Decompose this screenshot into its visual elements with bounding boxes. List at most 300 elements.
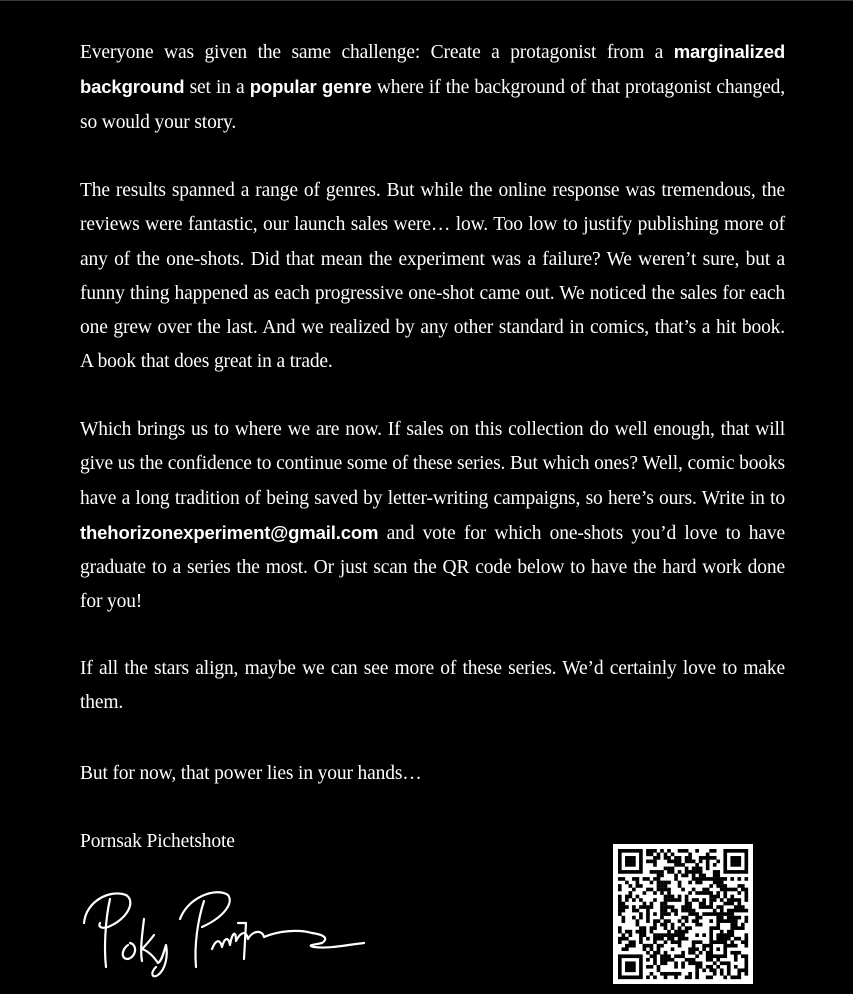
qr-module: [646, 909, 650, 913]
qr-module: [688, 860, 692, 864]
qr-module: [734, 849, 738, 853]
qr-module: [727, 933, 731, 937]
qr-module: [685, 975, 689, 979]
qr-module: [639, 958, 643, 962]
qr-module: [667, 933, 671, 937]
qr-module: [667, 954, 671, 958]
paragraph-challenge-text-2: set in a: [184, 77, 250, 99]
emphasis-popular-genre: popular genre: [249, 76, 372, 98]
qr-module: [695, 898, 699, 902]
qr-module: [622, 933, 626, 937]
qr-module: [632, 849, 636, 853]
qr-module: [744, 916, 748, 920]
qr-module: [723, 867, 727, 871]
qr-module: [716, 916, 720, 920]
qr-module: [660, 933, 664, 937]
qr-module: [720, 940, 724, 944]
qr-module: [625, 860, 629, 864]
contact-email[interactable]: thehorizonexperiment@gmail.com: [80, 521, 379, 543]
qr-module: [692, 944, 696, 948]
qr-module: [699, 874, 703, 878]
qr-module: [734, 958, 738, 962]
qr-module: [667, 870, 671, 874]
qr-module: [685, 860, 689, 864]
qr-module: [744, 968, 748, 972]
qr-module: [727, 916, 731, 920]
qr-module: [741, 909, 745, 913]
qr-module: [709, 958, 713, 962]
qr-module: [737, 972, 741, 976]
qr-module: [702, 902, 706, 906]
qr-module: [618, 867, 622, 871]
qr-module: [692, 947, 696, 951]
qr-module: [639, 961, 643, 965]
qr-module: [664, 895, 668, 899]
qr-module: [737, 916, 741, 920]
qr-module: [667, 888, 671, 892]
qr-module: [730, 951, 734, 955]
qr-module: [734, 905, 738, 909]
qr-module: [674, 912, 678, 916]
qr-module: [639, 856, 643, 860]
qr-module: [632, 888, 636, 892]
qr-module: [741, 923, 745, 927]
qr-module: [646, 944, 650, 948]
qr-module: [723, 902, 727, 906]
qr-module: [674, 961, 678, 965]
qr-module: [702, 968, 706, 972]
qr-module: [671, 898, 675, 902]
qr-module: [723, 888, 727, 892]
qr-module: [706, 912, 710, 916]
qr-module: [713, 961, 717, 965]
qr-module: [657, 947, 661, 951]
qr-module: [629, 961, 633, 965]
qr-module: [664, 856, 668, 860]
qr-module: [671, 853, 675, 857]
paragraph-challenge-text-3: where if the background of that protagonist changed, so would your story.: [80, 77, 785, 133]
qr-module: [744, 919, 748, 923]
qr-module: [625, 954, 629, 958]
qr-module: [716, 947, 720, 951]
qr-module: [618, 888, 622, 892]
qr-module: [657, 874, 661, 878]
qr-module: [737, 902, 741, 906]
qr-module: [713, 849, 717, 853]
qr-module: [702, 933, 706, 937]
qr-module: [737, 905, 741, 909]
qr-module: [639, 940, 643, 944]
qr-module: [664, 905, 668, 909]
qr-module: [681, 874, 685, 878]
qr-module: [646, 975, 650, 979]
qr-module: [716, 933, 720, 937]
qr-module: [706, 856, 710, 860]
qr-module: [713, 940, 717, 944]
paragraph-challenge: [80, 35, 785, 140]
qr-code-icon[interactable]: [613, 844, 753, 984]
qr-module: [706, 863, 710, 867]
qr-module: [678, 937, 682, 941]
qr-module: [622, 954, 626, 958]
qr-module: [664, 867, 668, 871]
qr-module: [727, 870, 731, 874]
qr-module: [625, 905, 629, 909]
qr-module: [723, 933, 727, 937]
qr-module: [706, 853, 710, 857]
qr-module: [730, 898, 734, 902]
qr-module: [723, 863, 727, 867]
qr-module: [734, 923, 738, 927]
qr-module: [727, 937, 731, 941]
qr-module: [744, 961, 748, 965]
qr-module: [723, 884, 727, 888]
qr-module: [667, 881, 671, 885]
qr-module: [699, 951, 703, 955]
qr-module: [730, 912, 734, 916]
qr-module: [695, 919, 699, 923]
qr-module: [653, 877, 657, 881]
qr-module: [713, 870, 717, 874]
qr-module: [632, 860, 636, 864]
qr-module: [660, 944, 664, 948]
qr-module: [709, 919, 713, 923]
qr-module: [639, 905, 643, 909]
qr-module: [741, 954, 745, 958]
qr-module: [632, 863, 636, 867]
qr-module: [737, 951, 741, 955]
qr-module: [737, 856, 741, 860]
qr-module: [730, 860, 734, 864]
qr-module: [734, 888, 738, 892]
qr-module: [625, 870, 629, 874]
qr-module: [709, 965, 713, 969]
qr-module: [720, 884, 724, 888]
qr-module: [688, 961, 692, 965]
qr-module: [660, 961, 664, 965]
qr-module: [678, 940, 682, 944]
qr-module: [667, 905, 671, 909]
qr-module: [643, 944, 647, 948]
qr-module: [737, 968, 741, 972]
qr-module: [709, 891, 713, 895]
qr-module: [730, 930, 734, 934]
qr-module: [734, 916, 738, 920]
qr-module: [650, 849, 654, 853]
qr-module: [699, 916, 703, 920]
paragraph-campaign: [80, 413, 785, 620]
qr-module: [632, 905, 636, 909]
qr-module: [737, 870, 741, 874]
qr-module: [727, 909, 731, 913]
qr-module: [723, 951, 727, 955]
qr-module: [699, 877, 703, 881]
qr-module: [667, 972, 671, 976]
qr-module: [681, 909, 685, 913]
qr-module: [678, 926, 682, 930]
qr-module: [688, 926, 692, 930]
qr-module: [629, 849, 633, 853]
qr-module: [727, 919, 731, 923]
qr-module: [625, 947, 629, 951]
qr-module: [709, 912, 713, 916]
qr-module: [646, 965, 650, 969]
qr-module: [639, 933, 643, 937]
qr-module: [618, 860, 622, 864]
qr-module: [664, 909, 668, 913]
qr-module: [636, 923, 640, 927]
qr-module: [639, 898, 643, 902]
qr-module: [671, 940, 675, 944]
qr-module: [702, 944, 706, 948]
qr-module: [702, 912, 706, 916]
qr-module: [629, 870, 633, 874]
qr-module: [667, 891, 671, 895]
qr-module: [685, 870, 689, 874]
qr-module: [646, 860, 650, 864]
qr-module: [618, 877, 622, 881]
qr-module: [692, 940, 696, 944]
qr-module: [653, 958, 657, 962]
qr-module: [643, 947, 647, 951]
qr-module: [681, 849, 685, 853]
qr-module: [650, 881, 654, 885]
qr-module: [664, 933, 668, 937]
qr-module: [706, 877, 710, 881]
qr-module: [625, 881, 629, 885]
qr-module: [734, 860, 738, 864]
qr-module: [737, 937, 741, 941]
qr-module: [678, 860, 682, 864]
qr-module: [639, 863, 643, 867]
qr-module: [657, 856, 661, 860]
qr-module: [653, 940, 657, 944]
qr-module: [629, 860, 633, 864]
qr-module: [716, 912, 720, 916]
qr-module: [653, 951, 657, 955]
qr-module: [618, 912, 622, 916]
qr-module: [723, 954, 727, 958]
qr-module: [723, 860, 727, 864]
qr-module: [667, 919, 671, 923]
qr-module: [685, 958, 689, 962]
qr-module: [744, 863, 748, 867]
qr-module: [727, 930, 731, 934]
qr-module: [653, 937, 657, 941]
qr-module: [639, 972, 643, 976]
qr-module: [723, 975, 727, 979]
qr-module: [657, 965, 661, 969]
qr-module: [716, 884, 720, 888]
qr-module: [737, 863, 741, 867]
qr-module: [723, 891, 727, 895]
qr-module: [713, 863, 717, 867]
qr-module: [709, 849, 713, 853]
qr-module: [713, 912, 717, 916]
qr-module: [650, 926, 654, 930]
qr-module: [664, 912, 668, 916]
qr-module: [709, 933, 713, 937]
qr-module: [629, 930, 633, 934]
qr-module: [716, 895, 720, 899]
qr-module: [730, 895, 734, 899]
qr-module: [625, 961, 629, 965]
qr-module: [660, 881, 664, 885]
qr-module: [653, 933, 657, 937]
qr-module: [688, 958, 692, 962]
qr-module: [646, 849, 650, 853]
qr-module: [730, 919, 734, 923]
qr-module: [657, 937, 661, 941]
qr-module: [643, 930, 647, 934]
qr-module: [720, 912, 724, 916]
qr-module: [688, 853, 692, 857]
qr-module: [688, 909, 692, 913]
qr-module: [681, 916, 685, 920]
qr-module: [653, 954, 657, 958]
qr-module: [664, 940, 668, 944]
qr-module: [681, 863, 685, 867]
qr-module: [730, 975, 734, 979]
qr-module: [716, 954, 720, 958]
qr-module: [720, 905, 724, 909]
qr-module: [622, 919, 626, 923]
qr-module: [643, 905, 647, 909]
qr-module: [625, 895, 629, 899]
qr-module: [730, 877, 734, 881]
qr-module: [625, 930, 629, 934]
qr-module: [713, 909, 717, 913]
qr-module: [629, 975, 633, 979]
qr-module: [636, 849, 640, 853]
qr-module: [713, 874, 717, 878]
qr-module: [674, 930, 678, 934]
qr-module: [699, 856, 703, 860]
qr-module: [737, 891, 741, 895]
qr-module: [653, 923, 657, 927]
qr-module: [618, 926, 622, 930]
qr-module: [618, 968, 622, 972]
qr-module: [639, 975, 643, 979]
qr-module: [737, 884, 741, 888]
author-name: Pornsak Pichetshote: [80, 831, 235, 852]
qr-module: [688, 881, 692, 885]
qr-module: [646, 888, 650, 892]
qr-module: [699, 860, 703, 864]
qr-module: [664, 888, 668, 892]
qr-module: [744, 870, 748, 874]
qr-module: [709, 968, 713, 972]
qr-module: [674, 856, 678, 860]
qr-module: [674, 975, 678, 979]
qr-module: [629, 944, 633, 948]
qr-module: [695, 870, 699, 874]
qr-module: [667, 860, 671, 864]
qr-module: [657, 933, 661, 937]
qr-module: [650, 853, 654, 857]
qr-module: [695, 972, 699, 976]
qr-module: [632, 965, 636, 969]
qr-module: [653, 870, 657, 874]
qr-module: [660, 916, 664, 920]
qr-module: [667, 937, 671, 941]
qr-module: [727, 849, 731, 853]
paragraph-campaign-text-1: Which brings us to where we are now. If sales on this collection do well enough, that will give us the confidence to continue some of these series. But which ones? Well, comic books have a long tradition of being saved by letter-writing campaigns, so here’s ours. Write in to: [80, 419, 785, 509]
qr-module: [664, 853, 668, 857]
qr-module: [653, 863, 657, 867]
emphasis-marginalized-background: marginalized background: [80, 41, 785, 98]
qr-module: [727, 968, 731, 972]
qr-module: [671, 860, 675, 864]
qr-module: [664, 926, 668, 930]
qr-module: [674, 874, 678, 878]
qr-module: [741, 926, 745, 930]
qr-module: [713, 972, 717, 976]
qr-module: [741, 884, 745, 888]
qr-module: [681, 951, 685, 955]
qr-module: [730, 856, 734, 860]
qr-module: [671, 870, 675, 874]
qr-module: [671, 923, 675, 927]
qr-module: [667, 930, 671, 934]
qr-module: [632, 870, 636, 874]
qr-module: [622, 870, 626, 874]
qr-module: [678, 919, 682, 923]
qr-module: [622, 947, 626, 951]
qr-module: [681, 933, 685, 937]
qr-module: [681, 888, 685, 892]
qr-module: [650, 954, 654, 958]
qr-module: [618, 884, 622, 888]
qr-module: [618, 972, 622, 976]
qr-module: [702, 898, 706, 902]
qr-module: [657, 944, 661, 948]
qr-module: [720, 930, 724, 934]
qr-module: [709, 944, 713, 948]
qr-module: [734, 965, 738, 969]
qr-module: [695, 881, 699, 885]
qr-module: [618, 898, 622, 902]
qr-module: [702, 888, 706, 892]
qr-module: [709, 926, 713, 930]
qr-module: [744, 860, 748, 864]
qr-module: [646, 919, 650, 923]
qr-module: [716, 958, 720, 962]
qr-module: [625, 968, 629, 972]
qr-module: [706, 954, 710, 958]
qr-module: [660, 888, 664, 892]
qr-module: [744, 940, 748, 944]
qr-module: [692, 912, 696, 916]
qr-module: [643, 926, 647, 930]
qr-module: [699, 891, 703, 895]
qr-module: [695, 916, 699, 920]
qr-module: [713, 895, 717, 899]
qr-module: [650, 902, 654, 906]
qr-module: [622, 849, 626, 853]
qr-module: [744, 944, 748, 948]
qr-module: [709, 877, 713, 881]
qr-module: [678, 944, 682, 948]
qr-module: [678, 884, 682, 888]
qr-module: [618, 870, 622, 874]
qr-module: [674, 898, 678, 902]
qr-module: [695, 891, 699, 895]
qr-module: [720, 888, 724, 892]
qr-module: [713, 954, 717, 958]
qr-module: [681, 930, 685, 934]
qr-module: [625, 898, 629, 902]
